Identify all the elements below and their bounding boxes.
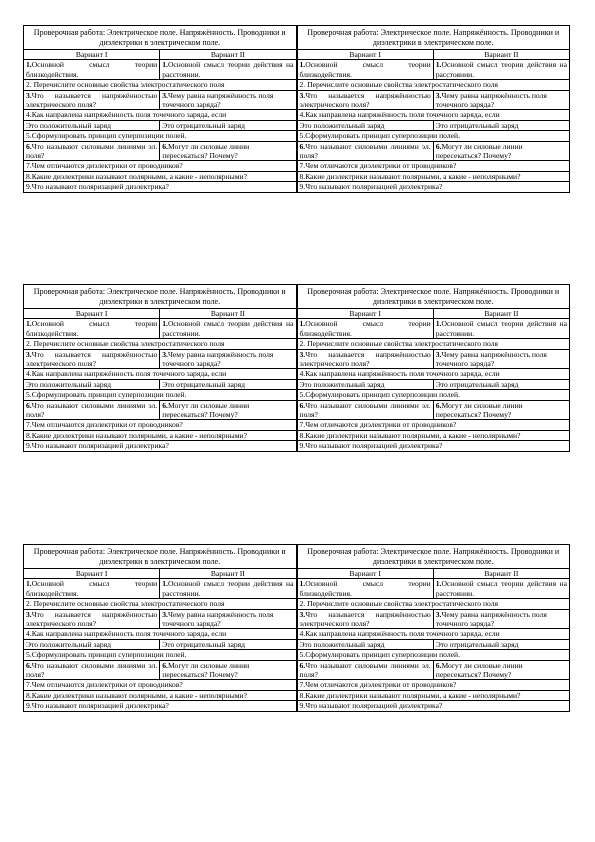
question-4-variant-1: Это положительный заряд xyxy=(297,379,433,389)
question-3-variant-2: 3.Чему равна напряжённость поля точечного заряда? xyxy=(160,90,296,110)
card-title: Проверочная работа: Электрическое поле. Напряжённость. Проводники и диэлектрики в электрическом поле. xyxy=(297,285,570,309)
question-4: 4.Как направлена напряжённость поля точечного заряда, если xyxy=(297,110,570,120)
question-2: 2. Перечислите основные свойства электростатического поля xyxy=(24,339,297,349)
question-2: 2. Перечислите основные свойства электростатического поля xyxy=(297,339,570,349)
question-1-variant-1: 1.Основной смысл теории близкодействия. xyxy=(24,579,160,599)
question-7: 7.Чем отличаются диэлектрики от проводников? xyxy=(24,161,297,171)
question-3-variant-2: 3.Чему равна напряжённость поля точечного заряда? xyxy=(433,609,569,629)
worksheet-row-2 xyxy=(23,284,570,452)
question-4-variant-1: Это положительный заряд xyxy=(297,639,433,649)
question-4: 4.Как направлена напряжённость поля точечного заряда, если xyxy=(24,369,297,379)
question-1-variant-1: 1.Основной смысл теории близкодействия. xyxy=(297,579,433,599)
question-4-variant-2: Это отрицательный заряд xyxy=(433,639,569,649)
question-6-variant-2: 6.Могут ли силовые линии пересекаться? Почему? xyxy=(433,141,569,161)
variant-1-header: Вариант I xyxy=(297,569,433,579)
variant-1-header: Вариант I xyxy=(297,50,433,60)
question-6-variant-1: 6.Что называют силовыми линиями эл. поля? xyxy=(24,400,160,420)
question-5: 5.Сформулировать принцип суперпозиции полей. xyxy=(24,390,297,400)
test-card-left xyxy=(23,25,297,193)
question-1-variant-2: 1.Основной смысл теории действия на расстоянии. xyxy=(160,319,296,339)
question-1-variant-1: 1.Основной смысл теории близкодействия. xyxy=(297,60,433,80)
question-3-variant-1: 3.Что называется напряжённостью электрического поля? xyxy=(297,90,433,110)
question-8: 8.Какие диэлектрики называют полярными, а какие - неполярными? xyxy=(297,690,570,700)
test-card-left xyxy=(23,284,297,452)
question-8: 8.Какие диэлектрики называют полярными, а какие - неполярными? xyxy=(24,430,297,440)
variant-1-header: Вариант I xyxy=(297,309,433,319)
card-title: Проверочная работа: Электрическое поле. Напряжённость. Проводники и диэлектрики в электрическом поле. xyxy=(297,545,570,569)
question-7: 7.Чем отличаются диэлектрики от проводников? xyxy=(297,420,570,430)
question-3-variant-1: 3.Что называется напряжённостью электрического поля? xyxy=(24,609,160,629)
question-5: 5.Сформулировать принцип суперпозиции полей. xyxy=(297,650,570,660)
question-1-variant-2: 1.Основной смысл теории действия на расстоянии. xyxy=(433,60,569,80)
variant-1-header: Вариант I xyxy=(24,309,160,319)
question-2: 2. Перечислите основные свойства электростатического поля xyxy=(297,599,570,609)
question-8: 8.Какие диэлектрики называют полярными, а какие - неполярными? xyxy=(297,171,570,181)
question-1-variant-2: 1.Основной смысл теории действия на расстоянии. xyxy=(433,319,569,339)
question-6-variant-1: 6.Что называют силовыми линиями эл. поля? xyxy=(297,660,433,680)
question-5: 5.Сформулировать принцип суперпозиции полей. xyxy=(24,131,297,141)
question-8: 8.Какие диэлектрики называют полярными, а какие - неполярными? xyxy=(297,430,570,440)
question-1-variant-1: 1.Основной смысл теории близкодействия. xyxy=(24,319,160,339)
question-6-variant-1: 6.Что называют силовыми линиями эл. поля? xyxy=(297,400,433,420)
question-4: 4.Как направлена напряжённость поля точечного заряда, если xyxy=(24,110,297,120)
question-6-variant-2: 6.Могут ли силовые линии пересекаться? Почему? xyxy=(160,400,296,420)
question-1-variant-1: 1.Основной смысл теории близкодействия. xyxy=(24,60,160,80)
question-4-variant-1: Это положительный заряд xyxy=(24,639,160,649)
question-3-variant-2: 3.Чему равна напряжённость поля точечного заряда? xyxy=(433,90,569,110)
card-title: Проверочная работа: Электрическое поле. Напряжённость. Проводники и диэлектрики в электрическом поле. xyxy=(24,545,297,569)
test-card-left xyxy=(23,544,297,712)
question-6-variant-1: 6.Что называют силовыми линиями эл. поля? xyxy=(24,141,160,161)
variant-2-header: Вариант II xyxy=(160,569,296,579)
test-card-right xyxy=(297,25,571,193)
question-3-variant-2: 3.Чему равна напряжённость поля точечного заряда? xyxy=(433,349,569,369)
question-2: 2. Перечислите основные свойства электростатического поля xyxy=(24,80,297,90)
question-9: 9.Что называют поляризацией диэлектрика? xyxy=(297,701,570,711)
card-title: Проверочная работа: Электрическое поле. Напряжённость. Проводники и диэлектрики в электрическом поле. xyxy=(24,285,297,309)
question-3-variant-2: 3.Чему равна напряжённость поля точечного заряда? xyxy=(160,609,296,629)
question-7: 7.Чем отличаются диэлектрики от проводников? xyxy=(297,161,570,171)
question-4: 4.Как направлена напряжённость поля точечного заряда, если xyxy=(297,369,570,379)
question-3-variant-1: 3.Что называется напряжённостью электрического поля? xyxy=(297,349,433,369)
variant-2-header: Вариант II xyxy=(433,569,569,579)
question-4-variant-2: Это отрицательный заряд xyxy=(160,120,296,130)
question-4: 4.Как направлена напряжённость поля точечного заряда, если xyxy=(297,629,570,639)
question-1-variant-2: 1.Основной смысл теории действия на расстоянии. xyxy=(160,60,296,80)
question-4-variant-2: Это отрицательный заряд xyxy=(433,379,569,389)
question-4-variant-1: Это положительный заряд xyxy=(24,120,160,130)
question-2: 2. Перечислите основные свойства электростатического поля xyxy=(24,599,297,609)
worksheet-row-1 xyxy=(23,25,570,193)
variant-1-header: Вариант I xyxy=(24,50,160,60)
question-7: 7.Чем отличаются диэлектрики от проводников? xyxy=(24,420,297,430)
card-title: Проверочная работа: Электрическое поле. Напряжённость. Проводники и диэлектрики в электрическом поле. xyxy=(24,26,297,50)
question-2: 2. Перечислите основные свойства электростатического поля xyxy=(297,80,570,90)
question-3-variant-1: 3.Что называется напряжённостью электрического поля? xyxy=(297,609,433,629)
question-4-variant-2: Это отрицательный заряд xyxy=(160,639,296,649)
question-7: 7.Чем отличаются диэлектрики от проводников? xyxy=(297,680,570,690)
question-1-variant-2: 1.Основной смысл теории действия на расстоянии. xyxy=(433,579,569,599)
question-3-variant-1: 3.Что называется напряжённостью электрического поля? xyxy=(24,349,160,369)
variant-2-header: Вариант II xyxy=(160,309,296,319)
question-9: 9.Что называют поляризацией диэлектрика? xyxy=(24,441,297,451)
question-4-variant-2: Это отрицательный заряд xyxy=(433,120,569,130)
question-5: 5.Сформулировать принцип суперпозиции полей. xyxy=(24,650,297,660)
variant-2-header: Вариант II xyxy=(433,309,569,319)
question-6-variant-1: 6.Что называют силовыми линиями эл. поля? xyxy=(297,141,433,161)
test-card-right xyxy=(297,544,571,712)
question-9: 9.Что называют поляризацией диэлектрика? xyxy=(24,182,297,192)
question-6-variant-2: 6.Могут ли силовые линии пересекаться? Почему? xyxy=(433,660,569,680)
question-5: 5.Сформулировать принцип суперпозиции полей. xyxy=(297,390,570,400)
question-9: 9.Что называют поляризацией диэлектрика? xyxy=(297,441,570,451)
variant-2-header: Вариант II xyxy=(160,50,296,60)
question-3-variant-1: 3.Что называется напряжённостью электрического поля? xyxy=(24,90,160,110)
question-3-variant-2: 3.Чему равна напряжённость поля точечного заряда? xyxy=(160,349,296,369)
question-4-variant-1: Это положительный заряд xyxy=(24,379,160,389)
test-card-right xyxy=(297,284,571,452)
question-6-variant-1: 6.Что называют силовыми линиями эл. поля? xyxy=(24,660,160,680)
question-9: 9.Что называют поляризацией диэлектрика? xyxy=(297,182,570,192)
question-4-variant-1: Это положительный заряд xyxy=(297,120,433,130)
question-1-variant-1: 1.Основной смысл теории близкодействия. xyxy=(297,319,433,339)
question-9: 9.Что называют поляризацией диэлектрика? xyxy=(24,701,297,711)
question-4: 4.Как направлена напряжённость поля точечного заряда, если xyxy=(24,629,297,639)
variant-1-header: Вариант I xyxy=(24,569,160,579)
question-7: 7.Чем отличаются диэлектрики от проводников? xyxy=(24,680,297,690)
question-4-variant-2: Это отрицательный заряд xyxy=(160,379,296,389)
question-5: 5.Сформулировать принцип суперпозиции полей. xyxy=(297,131,570,141)
question-6-variant-2: 6.Могут ли силовые линии пересекаться? Почему? xyxy=(433,400,569,420)
question-8: 8.Какие диэлектрики называют полярными, а какие - неполярными? xyxy=(24,171,297,181)
worksheet-row-3 xyxy=(23,544,570,712)
card-title: Проверочная работа: Электрическое поле. Напряжённость. Проводники и диэлектрики в электрическом поле. xyxy=(297,26,570,50)
question-1-variant-2: 1.Основной смысл теории действия на расстоянии. xyxy=(160,579,296,599)
variant-2-header: Вариант II xyxy=(433,50,569,60)
question-8: 8.Какие диэлектрики называют полярными, а какие - неполярными? xyxy=(24,690,297,700)
question-6-variant-2: 6.Могут ли силовые линии пересекаться? Почему? xyxy=(160,141,296,161)
question-6-variant-2: 6.Могут ли силовые линии пересекаться? Почему? xyxy=(160,660,296,680)
